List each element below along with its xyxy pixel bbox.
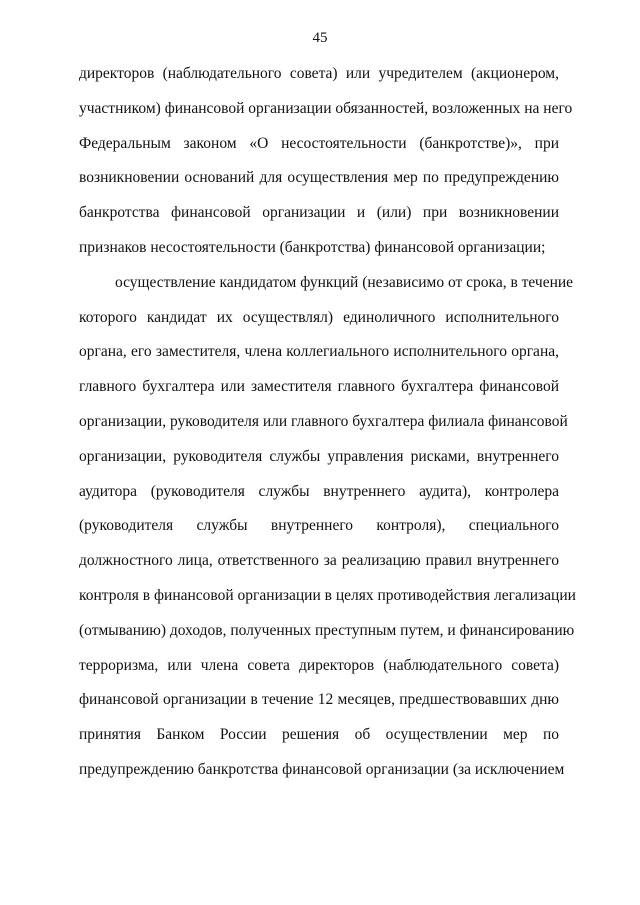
text-line: которого кандидат их осуществлял) единоличного исполнительного xyxy=(79,308,559,326)
text-line: осуществление кандидатом функций (независимо от срока, в течение xyxy=(115,273,574,291)
text-line: организации, руководителя или главного бухгалтера филиала финансовой xyxy=(79,412,568,430)
text-line: органа, его заместителя, члена коллегиального исполнительного органа, xyxy=(79,343,559,361)
text-line: принятия Банком России решения об осуществлении мер по xyxy=(79,726,559,744)
text-line: аудитора (руководителя службы внутреннего аудита), контролера xyxy=(79,482,559,500)
text-line: участником) финансовой организации обязанностей, возложенных на него xyxy=(79,99,573,117)
text-line: главного бухгалтера или заместителя главного бухгалтера финансовой xyxy=(79,378,559,396)
text-line: (отмыванию) доходов, полученных преступным путем, и финансированию xyxy=(79,621,575,639)
text-line: финансовой организации в течение 12 месяцев, предшествовавших дню xyxy=(79,691,559,709)
document-body xyxy=(79,63,576,794)
paragraph-continuation xyxy=(79,63,573,272)
text-line: предупреждению банкротства финансовой организации (за исключением xyxy=(79,760,565,778)
text-line: директоров (наблюдательного совета) или учредителем (акционером, xyxy=(79,65,559,82)
paragraph-item xyxy=(79,272,576,794)
text-line: Федеральным законом «О несостоятельности (банкротстве)», при xyxy=(79,134,559,152)
text-line: организации, руководителя службы управления рисками, внутреннего xyxy=(79,447,559,465)
text-line: возникновении оснований для осуществления мер по предупреждению xyxy=(79,169,559,187)
text-line: признаков несостоятельности (банкротства) финансовой организации; xyxy=(79,238,546,256)
text-line: (руководителя службы внутреннего контроля), специального xyxy=(79,517,559,535)
text-line: терроризма, или члена совета директоров (наблюдательного совета) xyxy=(79,656,559,674)
page-number: 45 xyxy=(312,30,328,46)
text-line: банкротства финансовой организации и (или) при возникновении xyxy=(79,204,559,222)
text-line: должностного лица, ответственного за реализацию правил внутреннего xyxy=(79,552,559,570)
text-line: контроля в финансовой организации в целях противодействия легализации xyxy=(79,586,576,604)
